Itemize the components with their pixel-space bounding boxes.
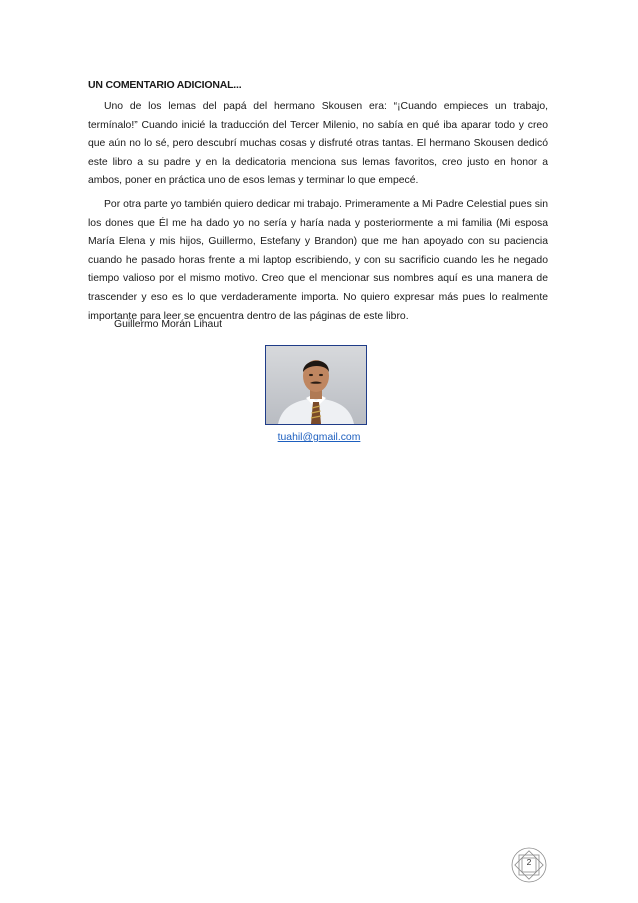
paragraph-2: Por otra parte yo también quiero dedicar mi trabajo. Primeramente a Mi Padre Celestial pues sin los dones que Él me ha dado yo no sería y haría nada y posteriormente a mi familia (Mi esposa María Elena y mis hijos, Guillermo, Estefany y Brandon) que me han apoyado con su paciencia cuando he pasado horas frente a mi laptop escribiendo, y con su sacrificio cuando les he negado tiempo valioso por el mismo motivo. Creo que el mencionar sus nombres aquí es una manera de trascender y eso es lo que verdaderamente importa. No quiero expresar más pues lo realmente importante para leer se encuentra dentro de las páginas de este libro. bbox=[88, 199, 548, 322]
page-number: 2 bbox=[526, 857, 532, 867]
section-heading: UN COMENTARIO ADICIONAL... bbox=[88, 79, 242, 91]
author-email-link[interactable] bbox=[0, 432, 638, 443]
portrait-icon bbox=[266, 346, 366, 424]
author-signature: Guillermo Morán Lihaut bbox=[114, 319, 222, 330]
paragraph-1: Uno de los lemas del papá del hermano Skousen era: “¡Cuando empieces un trabajo, termínalo!” Cuando inicié la traducción del Tercer Milenio, no sabía en qué iba aparar todo y creo que aún no lo sé, pero descubrí muchas cosas y disfruté otras tantas. El hermano Skousen dedicó este libro a su padre y en la dedicatoria menciona sus lemas favoritos, creo justo en honor a ambos, poner en práctica uno de esos lemas y terminar lo que empecé. bbox=[88, 101, 548, 187]
email-text[interactable]: tuahil@gmail.com bbox=[277, 432, 361, 443]
author-portrait-photo bbox=[265, 345, 367, 425]
